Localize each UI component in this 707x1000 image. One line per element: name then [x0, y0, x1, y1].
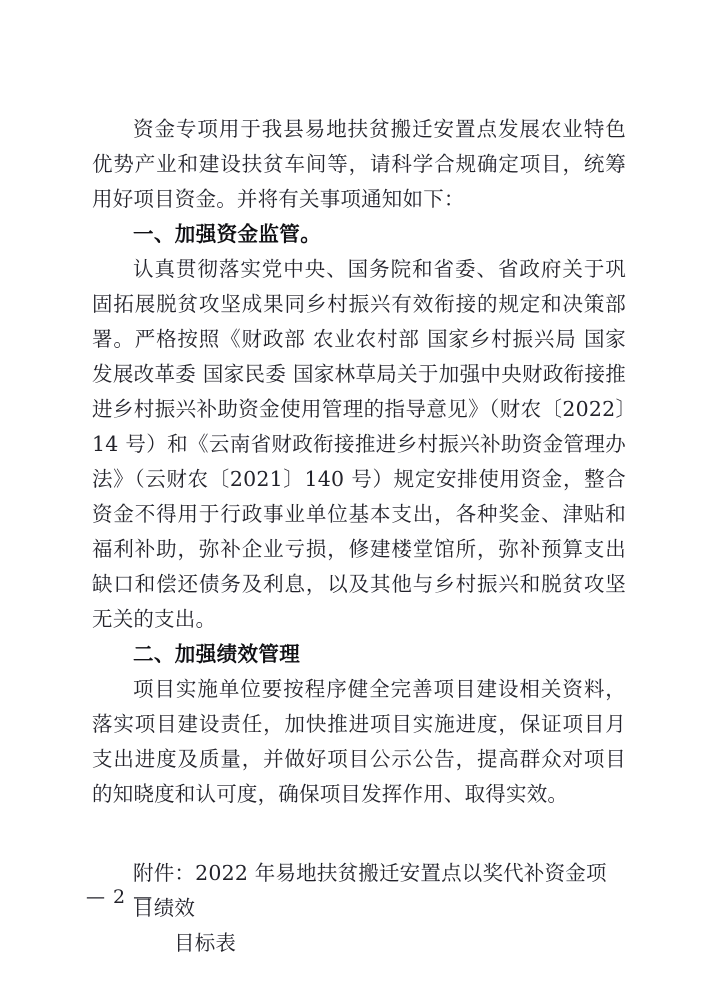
document-body — [92, 112, 626, 961]
section-one-paragraph: 认真贯彻落实党中央、国务院和省委、省政府关于巩固拓展脱贫攻坚成果同乡村振兴有效衔接的规定和决策部署。严格按照《财政部 农业农村部 国家乡村振兴局 国家发展改革委 国家民委 国家林草局关于加强中央财政衔接推进乡村振兴补助资金使用管理的指导意见》（财农〔2022〕14 号）和《云南省财政衔接推进乡村振兴补助资金管理办法》（云财农〔2021〕140 号）规定安排使用资金，整合资金不得用于行政事业单位基本支出，各种奖金、津贴和福利补助，弥补企业亏损，修建楼堂馆所，弥补预算支出缺口和偿还债务及利息，以及其他与乡村振兴和脱贫攻坚无关的支出。 — [92, 257, 626, 631]
section-two-heading: 二、加强绩效管理 — [133, 642, 301, 666]
intro-paragraph: 资金专项用于我县易地扶贫搬迁安置点发展农业特色优势产业和建设扶贫车间等，请科学合规确定项目，统筹用好项目资金。并将有关事项通知如下： — [92, 117, 626, 211]
attachment-spacer — [92, 812, 626, 856]
section-two-paragraph: 项目实施单位要按程序健全完善项目建设相关资料，落实项目建设责任，加快推进项目实施进度，保证项目月支出进度及质量，并做好项目公示公告，提高群众对项目的知晓度和认可度，确保项目发挥作用、取得实效。 — [92, 677, 626, 806]
section-one-heading: 一、加强资金监管。 — [133, 222, 322, 246]
page-number: — 2 — — [86, 886, 154, 908]
attachment-label-line: 附件：2022 年易地扶贫搬迁安置点以奖代补资金项目绩效 — [133, 861, 607, 920]
attachment-continuation-line: 目标表 — [174, 931, 237, 955]
